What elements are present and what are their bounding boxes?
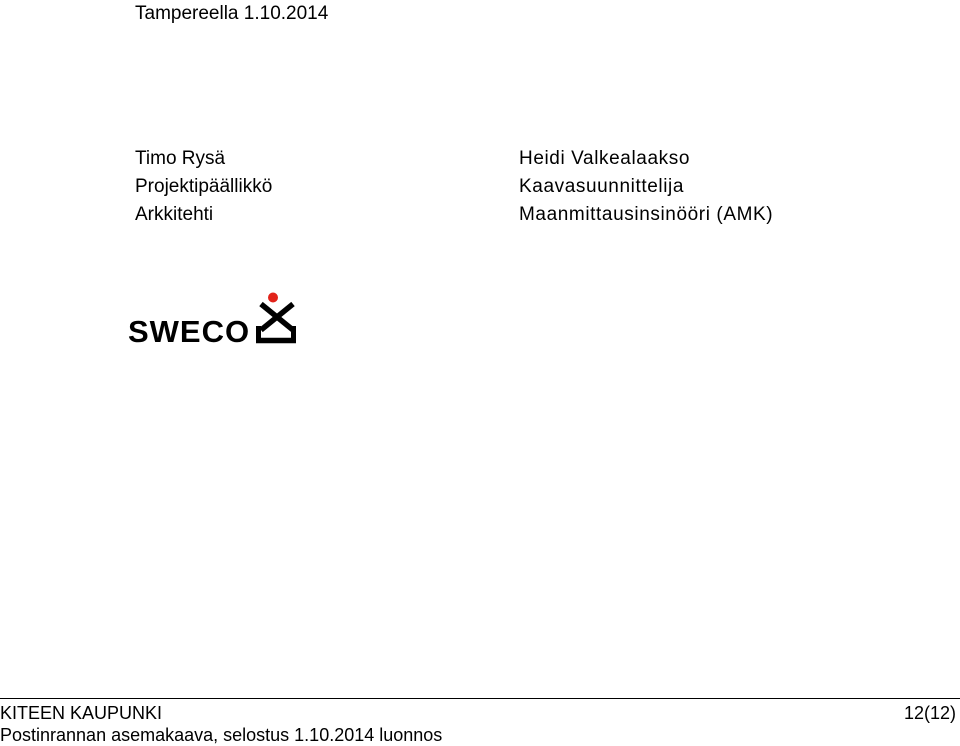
sweco-logo-text: SWECO bbox=[128, 314, 251, 346]
signer-title: Kaavasuunnittelija bbox=[519, 176, 685, 197]
signer-title: Projektipäällikkö bbox=[135, 176, 273, 197]
footer-left bbox=[0, 702, 442, 746]
signer-profession: Arkkitehti bbox=[135, 204, 214, 225]
signer-profession: Maanmittausinsinööri (AMK) bbox=[519, 204, 774, 225]
footer-organization: KITEEN KAUPUNKI bbox=[0, 703, 163, 723]
date-line: Tampereella 1.10.2014 bbox=[135, 3, 329, 24]
footer-document-title: Postinrannan asemakaava, selostus 1.10.2014 luonnos bbox=[0, 725, 443, 745]
logo-accent-dot bbox=[268, 293, 278, 303]
signer-name: Heidi Valkealaakso bbox=[519, 148, 690, 169]
sweco-logo-icon bbox=[256, 293, 296, 344]
signer-block-right bbox=[519, 145, 773, 229]
footer-divider bbox=[0, 698, 960, 699]
sweco-logo bbox=[128, 292, 300, 346]
signer-block-left bbox=[135, 145, 272, 229]
footer-page-number: 12(12) bbox=[903, 703, 956, 723]
signer-name: Timo Rysä bbox=[135, 148, 226, 169]
